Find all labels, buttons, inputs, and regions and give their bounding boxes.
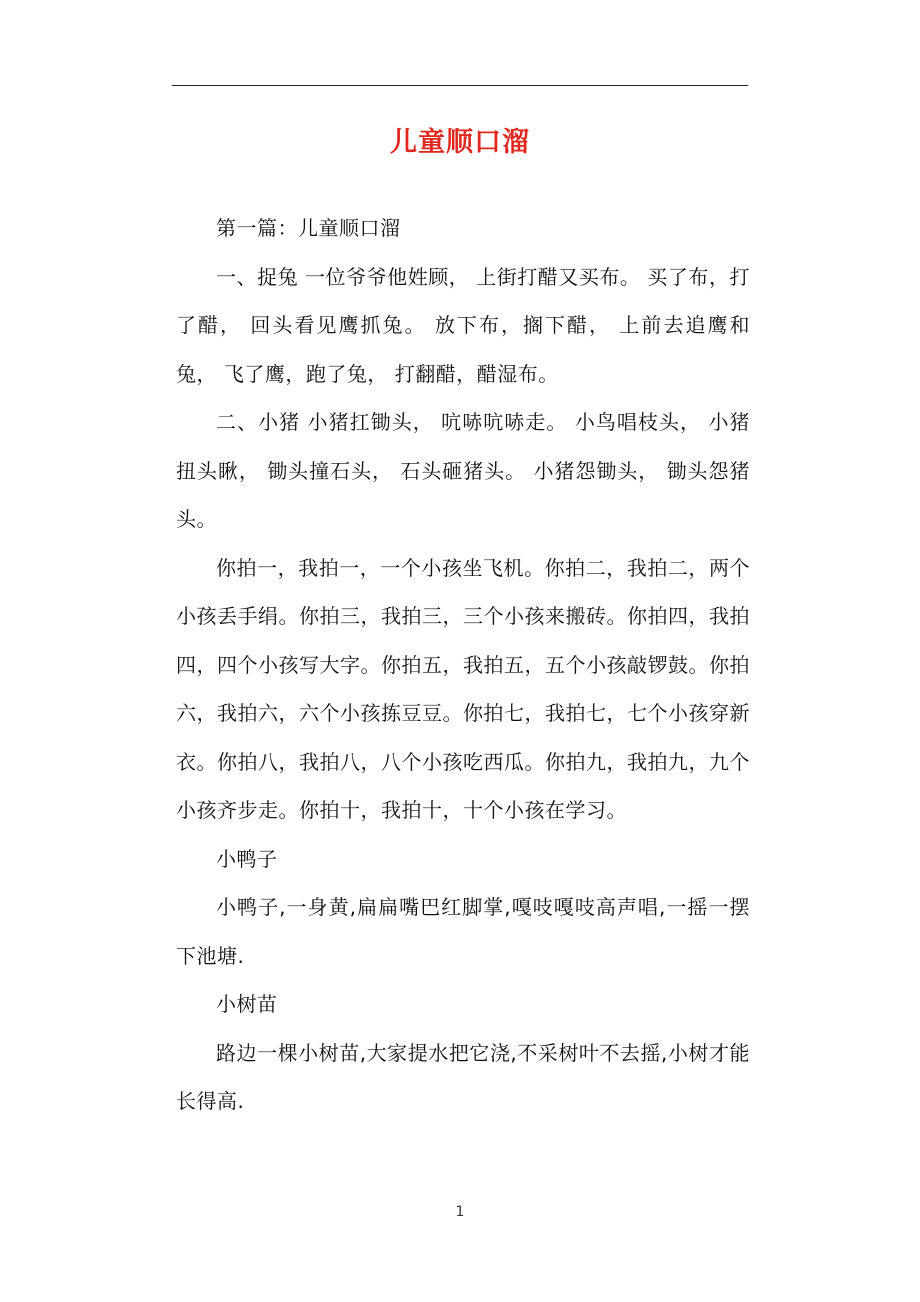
rhyme-heading-sapling: 小树苗: [216, 992, 278, 1016]
page-number: 1: [455, 1204, 465, 1220]
rhyme-paragraph-clapping-game: 你拍一，我拍一，一个小孩坐飞机。你拍二，我拍二，两个小孩丢手绢。你拍三，我拍三，三个小孩来搬砖。你拍四，我拍四，四个小孩写大字。你拍五，我拍五，五个小孩敲锣鼓。你拍六，我拍六，六个小孩拣豆豆。你拍七，我拍七，七个小孩穿新衣。你拍八，我拍八，八个小孩吃西瓜。你拍九，我拍九，九个小孩齐步走。你拍十，我拍十，十个小孩在学习。: [176, 555, 750, 822]
header-rule: [172, 85, 748, 86]
rhyme-paragraph-sapling: 路边一棵小树苗,大家提水把它浇,不采树叶不去摇,小树才能长得高.: [176, 1040, 750, 1113]
rhyme-paragraph-duckling: 小鸭子,一身黄,扁扁嘴巴红脚掌,嘎吱嘎吱高声唱,一摇一摆下池塘.: [176, 895, 750, 968]
section-heading: 第一篇：儿童顺口溜: [216, 216, 401, 240]
rhyme-paragraph-little-pig: 二、小猪 小猪扛锄头， 吭哧吭哧走。 小鸟唱枝头， 小猪扭头瞅， 锄头撞石头， 石头砸猪头。 小猪怨锄头， 锄头怨猪头。: [176, 410, 750, 531]
rhyme-heading-duckling: 小鸭子: [216, 846, 278, 871]
document-title: 儿童顺口溜: [390, 127, 530, 158]
rhyme-paragraph-catch-rabbit: 一、捉兔 一位爷爷他姓顾， 上街打醋又买布。 买了布，打了醋， 回头看见鹰抓兔。 放下布，搁下醋， 上前去追鹰和兔， 飞了鹰，跑了兔， 打翻醋，醋湿布。: [176, 264, 750, 386]
document-body: [176, 204, 750, 1126]
